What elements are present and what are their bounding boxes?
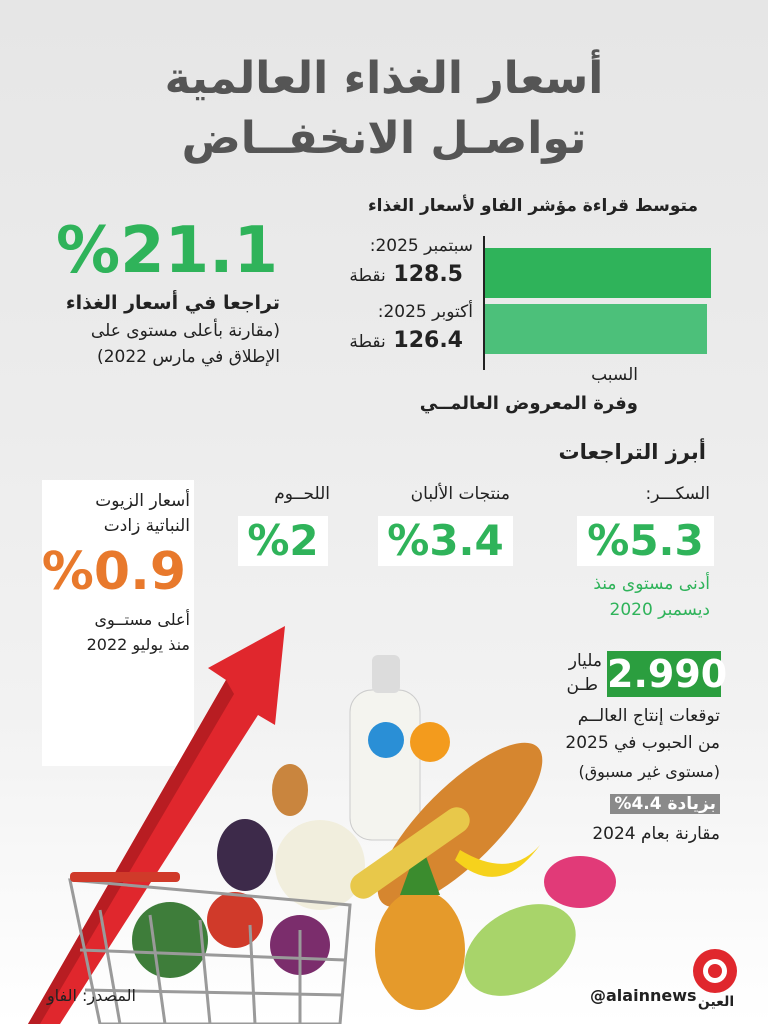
decline-percent: %21.1 xyxy=(55,214,278,288)
page-subtitle: تواصـل الانخفــاض xyxy=(181,113,587,164)
al-ain-logo xyxy=(690,946,740,996)
october-label: أكتوبر 2025: xyxy=(377,302,473,322)
page-title: أسعار الغذاء العالمية xyxy=(164,53,604,104)
fao-index-heading: متوسط قراءة مؤشر الفاو لأسعار الغذاء xyxy=(367,196,698,216)
meat-value: %2 xyxy=(238,516,328,566)
grains-desc-1: توقعات إنتاج العالــم xyxy=(577,706,720,726)
grocery-basket-illustration xyxy=(60,650,660,1024)
sugar-label: السكـــر: xyxy=(645,484,710,504)
dairy-value: %3.4 xyxy=(378,516,513,566)
sugar-note-2: ديسمبر 2020 xyxy=(609,600,710,620)
grains-unit-1: مليار xyxy=(568,651,602,671)
decline-note-1: (مقارنة بأعلى مستوى على xyxy=(90,321,280,341)
source-label: المصدر: الفاو xyxy=(46,986,136,1005)
cause-label: السبب xyxy=(591,365,638,385)
sugar-value: %5.3 xyxy=(577,516,714,566)
oils-value: %0.9 xyxy=(41,542,186,602)
bar-october xyxy=(485,304,707,354)
cause-text: وفرة المعروض العالمــي xyxy=(419,393,638,414)
grains-increase: بزيادة 4.4% xyxy=(610,794,720,814)
top-declines-heading: أبرز التراجعات xyxy=(558,440,706,464)
oils-line-1: أسعار الزيوت xyxy=(95,491,190,511)
grains-desc-2: من الحبوب في 2025 xyxy=(565,733,720,753)
september-value: 128.5 نقطة xyxy=(349,262,463,287)
oils-line-2: النباتية زادت xyxy=(103,516,190,536)
decline-caption: تراجعا في أسعار الغذاء xyxy=(65,292,280,314)
twitter-handle: @alainnews xyxy=(590,986,697,1005)
logo-text: العين xyxy=(697,994,735,1010)
october-value: 126.4 نقطة xyxy=(349,328,463,353)
grains-unit-2: طـن xyxy=(566,675,598,695)
grains-compare: مقارنة بعام 2024 xyxy=(592,824,720,844)
september-label: سبتمبر 2025: xyxy=(369,236,473,256)
meat-label: اللحــوم xyxy=(274,484,330,504)
sugar-note-1: أدنى مستوى منذ xyxy=(593,574,710,594)
decline-note-2: الإطلاق في مارس 2022) xyxy=(97,347,280,367)
oils-note-1: أعلى مستــوى xyxy=(94,610,190,629)
bar-september xyxy=(485,248,711,298)
dairy-label: منتجات الألبان xyxy=(410,484,510,504)
grains-desc-3: (مستوى غير مسبوق) xyxy=(578,762,720,781)
oils-note-2: منذ يوليو 2022 xyxy=(86,635,190,654)
grains-value: 2.990 xyxy=(607,652,728,696)
